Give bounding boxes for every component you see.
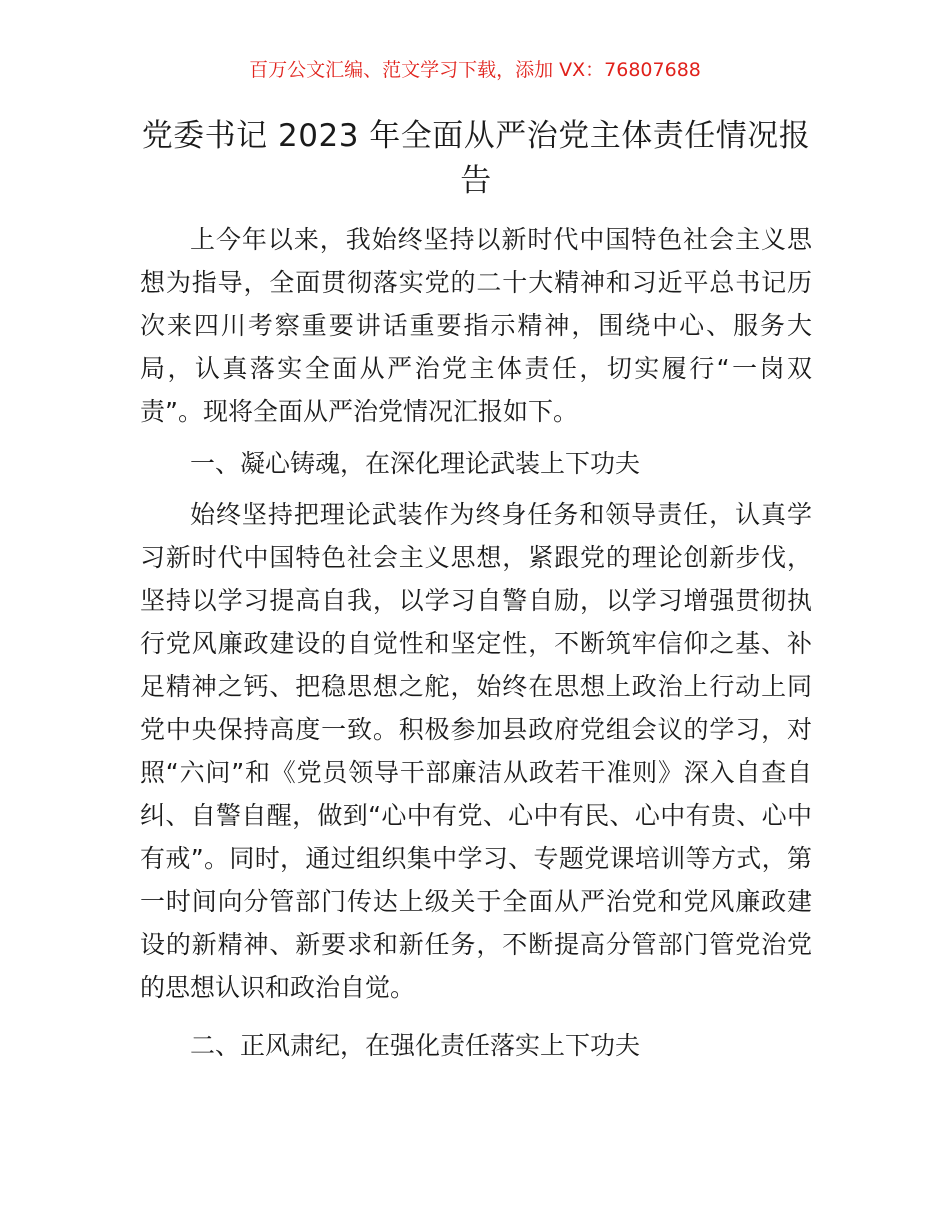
section-heading-block-1: [140, 442, 812, 485]
intro-paragraph: 上今年以来，我始终坚持以新时代中国特色社会主义思想为指导，全面贯彻落实党的二十大精神和习近平总书记历次来四川考察重要讲话重要指示精神，围绕中心、服务大局，认真落实全面从严治党主体责任，切实履行“一岗双责”。现将全面从严治党情况汇报如下。: [140, 225, 812, 426]
section-heading-block-2: [140, 1024, 812, 1067]
section-paragraph-block-1: [140, 493, 812, 1009]
section-heading-1: 一、凝心铸魂，在深化理论武装上下功夫: [190, 449, 641, 478]
intro-paragraph-block: [140, 218, 812, 433]
section-paragraph-1: 始终坚持把理论武装作为终身任务和领导责任，认真学习新时代中国特色社会主义思想，紧跟党的理论创新步伐，坚持以学习提高自我，以学习自警自励，以学习增强贯彻执行党风廉政建设的自觉性和坚定性，不断筑牢信仰之基、补足精神之钙、把稳思想之舵，始终在思想上政治上行动上同党中央保持高度一致。积极参加县政府党组会议的学习，对照“六问”和《党员领导干部廉洁从政若干准则》深入自查自纠、自警自醒，做到“心中有党、心中有民、心中有贵、心中有戒”。同时，通过组织集中学习、专题党课培训等方式，第一时间向分管部门传达上级关于全面从严治党和党风廉政建设的新精神、新要求和新任务，不断提高分管部门管党治党的思想认识和政治自觉。: [140, 500, 812, 1002]
document-title: 党委书记 2023 年全面从严治党主体责任情况报告: [141, 118, 811, 199]
section-heading-2: 二、正风肃纪，在强化责任落实上下功夫: [190, 1031, 641, 1060]
promo-banner: 百万公文汇编、范文学习下载，添加 VX：76807688: [249, 59, 701, 81]
